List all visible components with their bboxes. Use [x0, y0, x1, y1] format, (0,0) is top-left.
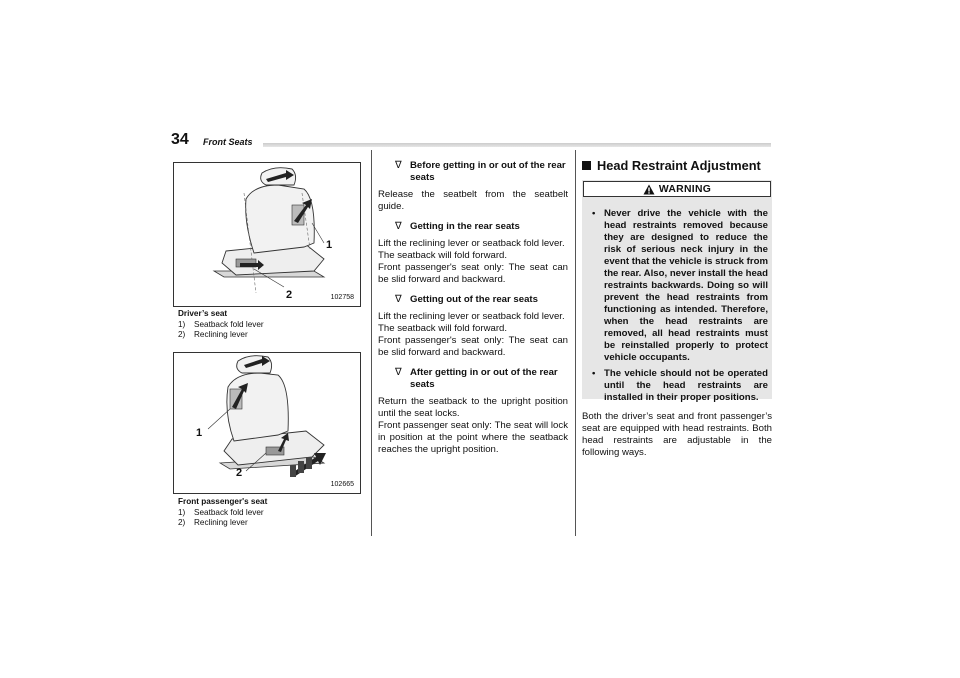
page-header: [171, 131, 771, 149]
sub-heading: ∇ Getting in the rear seats: [395, 221, 520, 232]
middle-column: [378, 160, 568, 456]
triangle-marker-icon: ∇: [395, 221, 402, 232]
square-marker-icon: [582, 161, 591, 170]
paragraph: Lift the reclining lever or seatback fold lever.: [378, 311, 565, 322]
paragraph: Release the seatbelt from the seatbelt guide.: [378, 189, 568, 212]
paragraph: Front passenger's seat only: The seat can be slid forward and backward.: [378, 262, 568, 285]
figure-passenger-seat: [173, 352, 361, 494]
column-divider-1: [371, 150, 372, 536]
figure-callout-2: 2: [236, 467, 243, 479]
triangle-marker-icon: ∇: [395, 367, 402, 378]
header-rule: [263, 143, 771, 147]
warning-item: • The vehicle should not be operated until the head restraints are installed in their proper positions.: [592, 368, 768, 403]
warning-title-bar: [583, 181, 771, 197]
caption-item: 2) Reclining lever: [178, 330, 248, 339]
figure-callout-1: 1: [196, 427, 203, 439]
sub-heading: ∇ After getting in or out of the rear seats: [395, 367, 558, 390]
caption-title: Driver’s seat: [178, 309, 228, 318]
caption-item: 2) Reclining lever: [178, 518, 248, 527]
figure-drivers-seat: [173, 162, 361, 307]
sub-heading: ∇ Getting out of the rear seats: [395, 294, 538, 305]
figure-caption-passenger-seat: [178, 497, 267, 529]
column-divider-2: [575, 150, 576, 536]
paragraph: The seatback will fold forward.: [378, 250, 508, 261]
paragraph: Lift the reclining lever or seatback fold lever.: [378, 238, 565, 249]
warning-list: [588, 208, 768, 408]
warning-icon: [643, 184, 655, 195]
passenger-seat-illustration: [174, 353, 360, 493]
right-column: [582, 158, 772, 173]
page-number: 34: [171, 131, 189, 148]
paragraph: Return the seatback to the upright position until the seat locks.: [378, 396, 568, 419]
triangle-marker-icon: ∇: [395, 160, 402, 171]
body-paragraph: Both the driver’s seat and front passenger’s seat are equipped with head restraints. Both head restraints are adjustable in the following ways.: [582, 411, 772, 458]
sub-heading: ∇ Before getting in or out of the rear seats: [395, 160, 566, 183]
figure-callout-1: 1: [326, 239, 333, 251]
caption-item: 1) Seatback fold lever: [178, 319, 264, 329]
main-heading: Head Restraint Adjustment: [582, 158, 772, 173]
warning-item: • Never drive the vehicle with the head restraints removed because they are designed to reduce the risk of serious neck injury in the event that the vehicle is struck from the rear. Also, never install the head restraints backwards. Doing so will prevent the head restraints from functioning as intended. Therefore, when the head restraints are removed, all head restraints must be reinstalled properly to protect vehicle occupants.: [592, 208, 768, 363]
section-title: Front Seats: [203, 137, 253, 147]
figure-caption-drivers-seat: [178, 309, 264, 341]
drivers-seat-illustration: [174, 163, 360, 306]
paragraph: The seatback will fold forward.: [378, 323, 508, 334]
paragraph: Front passenger's seat only: The seat can be slid forward and backward.: [378, 335, 568, 358]
figure-callout-2: 2: [286, 289, 293, 301]
figure-code: 102665: [330, 481, 354, 488]
bullet-icon: •: [592, 208, 596, 219]
warning-box: [582, 180, 772, 403]
figure-code: 102758: [330, 294, 354, 301]
warning-title: WARNING: [658, 183, 712, 195]
paragraph: Front passenger seat only: The seat will lock in position at the point where the seatback reaches the upright position.: [378, 420, 568, 455]
bullet-icon: •: [592, 368, 596, 379]
caption-item: 1) Seatback fold lever: [178, 507, 264, 517]
caption-title: Front passenger's seat: [178, 497, 268, 506]
triangle-marker-icon: ∇: [395, 294, 402, 305]
